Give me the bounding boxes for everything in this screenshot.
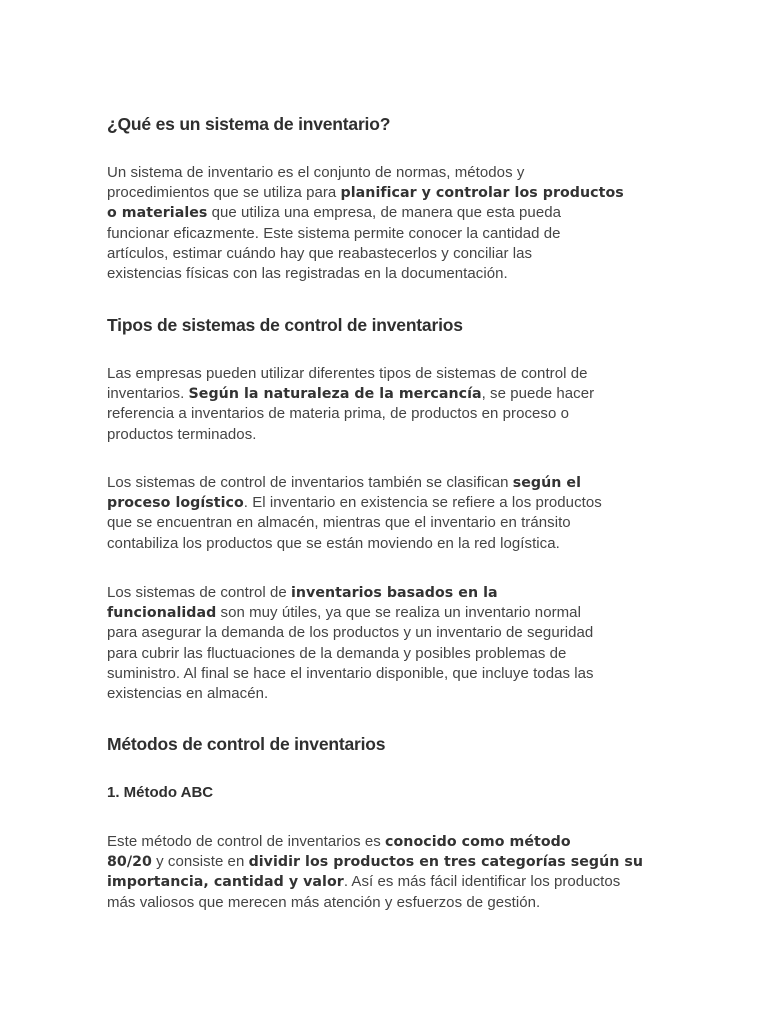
- text-line: [107, 384, 655, 404]
- heading-que-es-sistema-inventario: ¿Qué es un sistema de inventario?: [107, 114, 391, 134]
- bold-text: dividir los productos en tres categorías según su: [248, 854, 644, 871]
- bold-text: inventarios basados en la: [290, 585, 498, 601]
- bold-text: planificar y controlar los productos: [340, 185, 624, 202]
- text-line: [107, 534, 655, 554]
- text-line: [107, 183, 655, 203]
- bold-text: funcionalidad: [107, 605, 217, 622]
- bold-text: conocido como método: [385, 834, 571, 850]
- text-line: [107, 603, 655, 623]
- heading-tipos-sistemas: Tipos de sistemas de control de inventarios: [107, 315, 463, 335]
- text-line: [107, 224, 655, 244]
- text-segment: referencia a inventarios de materia prima, de productos en proceso o: [107, 405, 569, 423]
- text-segment: suministro. Al final se hace el inventario disponible, que incluye todas las: [107, 664, 594, 682]
- text-line: [107, 473, 655, 493]
- text-segment: para asegurar la demanda de los productos y un inventario de seguridad: [107, 624, 594, 642]
- text-segment: , se puede hacer: [481, 385, 595, 403]
- bold-text: Según la naturaleza de la mercancía: [188, 386, 482, 403]
- paragraph-funcionalidad: [107, 583, 655, 704]
- bold-text: proceso logístico: [107, 495, 244, 512]
- text-line: [107, 852, 655, 872]
- text-line: [107, 664, 655, 684]
- text-segment: para cubrir las fluctuaciones de la demanda y posibles problemas de: [107, 644, 567, 662]
- paragraph-metodo-abc: [107, 832, 655, 913]
- text-segment: funcionar eficazmente. Este sistema permite conocer la cantidad de: [107, 224, 561, 242]
- bold-text: importancia, cantidad y valor: [107, 874, 344, 891]
- text-segment: que utiliza una empresa, de manera que esta pueda: [207, 204, 561, 222]
- text-segment: Este método de control de inventarios es: [107, 833, 386, 850]
- text-segment: productos terminados.: [107, 425, 257, 443]
- text-segment: artículos, estimar cuándo hay que reabastecerlos y conciliar las: [107, 244, 533, 262]
- text-line: [107, 583, 655, 603]
- text-line: [107, 264, 655, 284]
- text-line: [107, 872, 655, 892]
- subheading-metodo-abc: 1. Método ABC: [107, 784, 214, 801]
- text-line: [107, 513, 655, 533]
- text-segment: existencias físicas con las registradas en la documentación.: [107, 265, 508, 283]
- text-line: [107, 364, 655, 384]
- text-line: [107, 493, 655, 513]
- paragraph-naturaleza-mercancia: [107, 364, 655, 445]
- text-segment: más valiosos que merecen más atención y esfuerzos de gestión.: [107, 893, 541, 911]
- text-segment: Las empresas pueden utilizar diferentes tipos de sistemas de control de: [107, 365, 588, 382]
- text-line: [107, 893, 655, 913]
- text-segment: inventarios.: [107, 385, 189, 403]
- text-segment: y consiste en: [151, 853, 249, 871]
- text-segment: Los sistemas de control de: [107, 584, 291, 601]
- text-line: [107, 404, 655, 424]
- paragraph-definicion: [107, 163, 655, 284]
- text-segment: que se encuentran en almacén, mientras que el inventario en tránsito: [107, 514, 571, 532]
- heading-metodos-control: Métodos de control de inventarios: [107, 734, 386, 754]
- text-line: [107, 244, 655, 264]
- text-line: [107, 623, 655, 643]
- text-segment: contabiliza los productos que se están moviendo en la red logística.: [107, 534, 560, 552]
- text-line: [107, 425, 655, 445]
- paragraph-proceso-logistico: [107, 473, 655, 554]
- text-line: [107, 163, 655, 183]
- text-line: [107, 684, 655, 704]
- text-segment: . Así es más fácil identificar los productos: [343, 873, 621, 891]
- text-segment: existencias en almacén.: [107, 685, 269, 703]
- text-segment: son muy útiles, ya que se realiza un inventario normal: [216, 604, 581, 622]
- text-line: [107, 644, 655, 664]
- text-segment: procedimientos que se utiliza para: [107, 184, 341, 202]
- bold-text: 80/20: [107, 854, 152, 871]
- text-segment: Un sistema de inventario es el conjunto de normas, métodos y: [107, 164, 525, 181]
- text-line: [107, 203, 655, 223]
- text-segment: Los sistemas de control de inventarios también se clasifican: [107, 474, 513, 491]
- text-segment: . El inventario en existencia se refiere a los productos: [243, 494, 602, 512]
- bold-text: o materiales: [107, 205, 208, 222]
- text-line: [107, 832, 655, 852]
- bold-text: según el: [512, 475, 581, 491]
